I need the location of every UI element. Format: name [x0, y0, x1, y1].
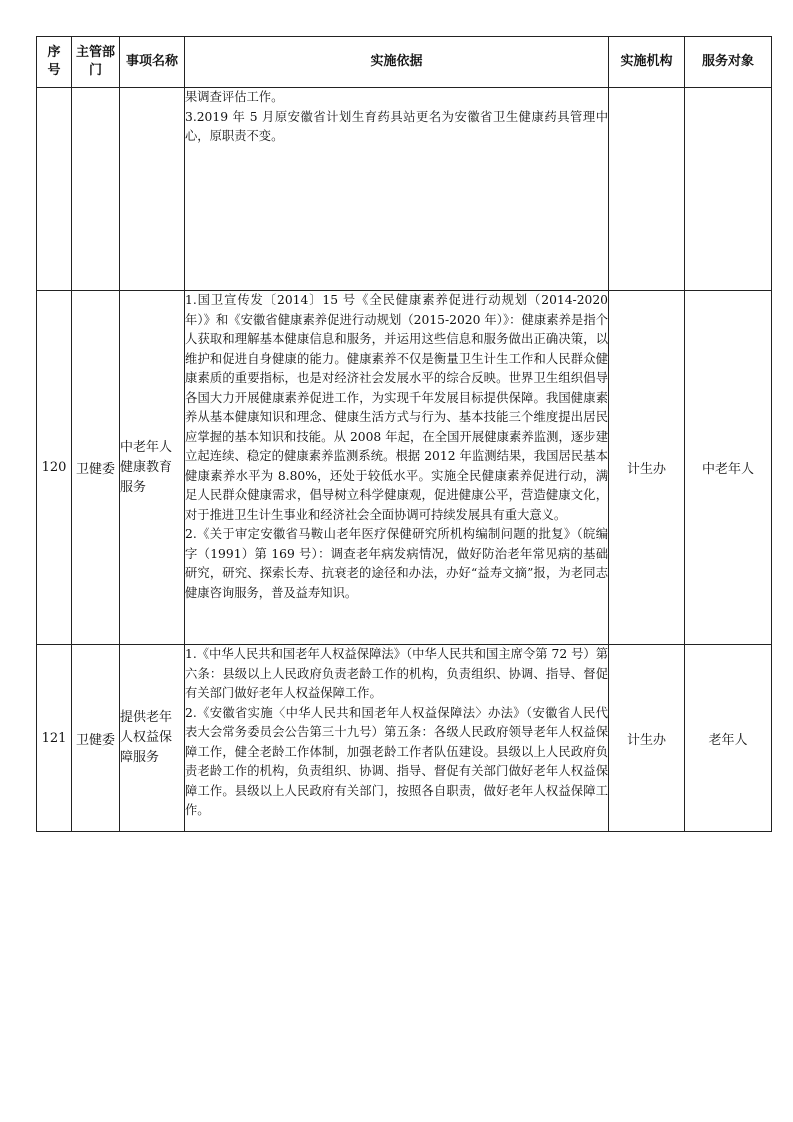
row-item-name [120, 88, 185, 291]
row-seq: 121 [37, 645, 72, 832]
header-target: 服务对象 [685, 37, 772, 88]
row-department: 卫健委 [72, 291, 120, 645]
table-row [37, 645, 772, 832]
row-basis [185, 645, 609, 832]
row-target: 老年人 [685, 645, 772, 832]
row-seq: 120 [37, 291, 72, 645]
row-department [72, 88, 120, 291]
basis-paragraph: 1.国卫宣传发〔2014〕15 号《全民健康素养促进行动规划（2014-2020 年）》和《安徽省健康素养促进行动规划（2015-2020 年）》：健康素养是指个人获取和理解基本健康信息和服务，并运用这些信息和服务做出正确决策，以维护和促进自身健康的能力。健康素养不仅是衡量卫生计生工作和人民群众健康素质的重要指标，也是对经济社会发展水平的综合反映。世界卫生组织倡导各国大力开展健康素养促进工作，为实现千年发展目标提供保障。我国健康素养从基本健康知识和理念、健康生活方式与行为、基本技能三个维度提出居民应掌握的基本知识和技能。从 2008 年起，在全国开展健康素养监测，逐步建立起连续、稳定的健康素养监测系统。根据 2012 年监测结果，我国居民基本健康素养水平为 8.80%，还处于较低水平。实施全民健康素养促进行动，满足人民群众健康需求，倡导树立科学健康观，促进健康公平，营造健康文化，对于推进卫生计生事业和经济社会全面协调可持续发展具有重大意义。 [185, 293, 608, 522]
header-basis: 实施依据 [185, 37, 609, 88]
header-department: 主管部 门 [72, 37, 120, 88]
row-agency: 计生办 [609, 291, 685, 645]
service-items-table [36, 36, 772, 832]
table-row [37, 88, 772, 291]
basis-paragraph: 2.《关于审定安徽省马鞍山老年医疗保健研究所机构编制问题的批复》（皖编字（1991）第 169 号）：调查老年病发病情况，做好防治老年常见病的基础研究，研究、探索长寿、抗衰老的途径和办法，办好“益寿文摘”报，为老同志健康咨询服务，普及益寿知识。 [185, 527, 608, 600]
basis-paragraph: 1.《中华人民共和国老年人权益保障法》（中华人民共和国主席令第 72 号）第六条：县级以上人民政府负责老龄工作的机构，负责组织、协调、指导、督促有关部门做好老年人权益保障工作。 [185, 647, 608, 700]
row-agency: 计生办 [609, 645, 685, 832]
row-target [685, 88, 772, 291]
row-basis [185, 291, 609, 645]
row-basis [185, 88, 609, 291]
header-seq: 序 号 [37, 37, 72, 88]
row-seq [37, 88, 72, 291]
basis-paragraph: 3.2019 年 5 月原安徽省计划生育药具站更名为安徽省卫生健康药具管理中心，原职责不变。 [185, 109, 608, 143]
basis-paragraph: 果调查评估工作。 [185, 90, 284, 104]
row-item-name: 中老年人健康教育服务 [120, 291, 185, 645]
row-item-name: 提供老年人权益保障服务 [120, 645, 185, 832]
basis-paragraph: 2.《安徽省实施〈中华人民共和国老年人权益保障法〉办法》（安徽省人民代表大会常务委员会公告第三十九号）第五条：各级人民政府领导老年人权益保障工作，健全老龄工作体制，加强老龄工作者队伍建设。县级以上人民政府负责老龄工作的机构，负责组织、协调、指导、督促有关部门做好老年人权益保障工作。县级以上人民政府有关部门，按照各自职责，做好老年人权益保障工作。 [185, 705, 608, 817]
row-target: 中老年人 [685, 291, 772, 645]
header-agency: 实施机构 [609, 37, 685, 88]
table-row [37, 291, 772, 645]
header-item-name: 事项名称 [120, 37, 185, 88]
row-department: 卫健委 [72, 645, 120, 832]
row-agency [609, 88, 685, 291]
header-row [37, 37, 772, 88]
